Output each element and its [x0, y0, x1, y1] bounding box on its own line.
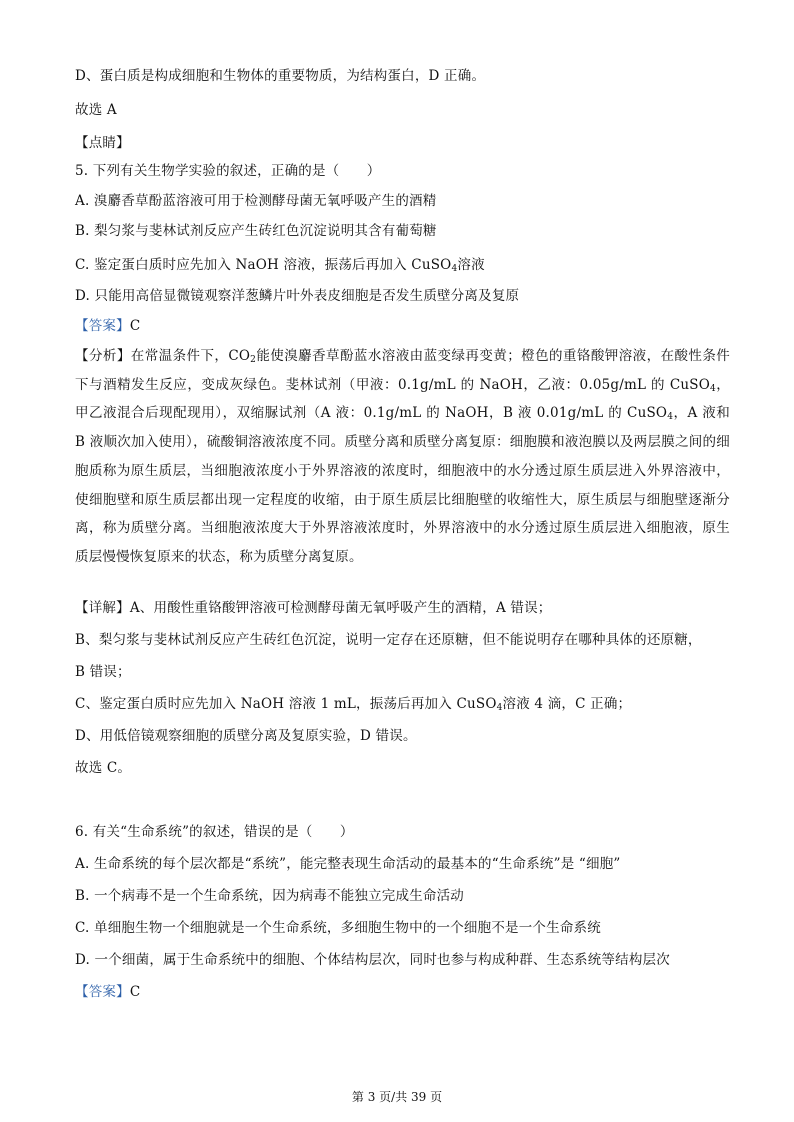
question-5-option-c: C. 鉴定蛋白质时应先加入 NaOH 溶液，振荡后再加入 CuSO$_4$溶液 [75, 257, 485, 274]
detail-line-a: 【详解】A、用酸性重铬酸钾溶液可检测酵母菌无氧呼吸产生的酒精，A 错误； [75, 600, 552, 616]
question-6-option-c: C. 单细胞生物一个细胞就是一个生命系统，多细胞生物中的一个细胞不是一个生命系统 [75, 920, 601, 936]
question-5-answer: 【答案】C [75, 318, 141, 334]
detail-line-b: B、梨匀浆与斐林试剂反应产生砖红色沉淀，说明一定存在还原糖，但不能说明存在哪种具体的还原糖， [75, 632, 702, 648]
detail-line-d: D、用低倍镜观察细胞的质壁分离及复原实验，D 错误。 [75, 728, 417, 744]
question-6-answer: 【答案】C [75, 984, 141, 1000]
page-footer: 第 3 页/共 39 页 [351, 1090, 443, 1104]
section-label-dianjing: 【点睛】 [75, 135, 130, 151]
detail-label: 【详解】 [75, 600, 130, 616]
question-5-option-b: B. 梨匀浆与斐林试剂反应产生砖红色沉淀说明其含有葡萄糖 [75, 223, 437, 239]
text-line: 故选 A [75, 102, 117, 118]
question-6-option-d: D. 一个细菌，属于生命系统中的细胞、个体结构层次，同时也参与构成种群、生态系统等结构层次 [75, 952, 670, 968]
answer-label: 【答案】 [75, 984, 130, 1000]
question-6-stem: 6. 有关“生命系统”的叙述，错误的是（ ） [75, 824, 354, 840]
analysis-paragraph: 【分析】在常温条件下，$CO_2$能使溴麝香草酚蓝水溶液由蓝变绿再变黄；橙色的重铬酸钾溶液，在酸性条件下与酒精发生反应，变成灰绿色。斐林试剂（甲液：0.1g/mL 的 NaOH，乙液：0.05g/mL 的 CuSO$_4$，甲乙液混合后现配现用），双缩脲试剂（A 液：0.1g/mL 的 NaOH，B 液 0.01g/mL 的 CuSO$_4$，A 液和 B 液顺次加入使用），硫酸铜溶液浓度不同。质壁分离和质壁分离复原：细胞膜和液泡膜以及两层膜之间的细胞质称为原生质层，当细胞液浓度小于外界溶液的浓度时，细胞液中的水分透过原生质层进入外界溶液中，使细胞壁和原生质层都出现一定程度的收缩，由于原生质层比细胞壁的收缩性大，原生质层与细胞壁逐渐分离，称为质壁分离。当细胞液浓度大于外界溶液浓度时，外界溶液中的水分透过原生质层进入细胞液，原生质层慢慢恢复原来的状态，称为质壁分离复原。 [75, 348, 731, 565]
question-5-stem: 5. 下列有关生物学实验的叙述，正确的是（ ） [75, 163, 381, 179]
question-5-option-a: A. 溴麝香草酚蓝溶液可用于检测酵母菌无氧呼吸产生的酒精 [75, 193, 437, 209]
detail-line-b-cont: B 错误； [75, 664, 131, 680]
question-5-option-d: D. 只能用高倍显微镜观察洋葱鳞片叶外表皮细胞是否发生质壁分离及复原 [75, 288, 520, 304]
text-line: D、蛋白质是构成细胞和生物体的重要物质，为结构蛋白，D 正确。 [75, 68, 486, 84]
answer-label: 【答案】 [75, 318, 130, 334]
detail-conclusion: 故选 C。 [75, 760, 132, 776]
question-6-option-a: A. 生命系统的每个层次都是“系统”，能完整表现生命活动的最基本的“生命系统”是 “细胞” [75, 856, 621, 872]
question-6-option-b: B. 一个病毒不是一个生命系统，因为病毒不能独立完成生命活动 [75, 888, 465, 904]
analysis-label: 【分析】 [75, 348, 131, 364]
detail-line-c: C、鉴定蛋白质时应先加入 NaOH 溶液 1 mL，振荡后再加入 CuSO$_4$溶液 4 滴，C 正确； [75, 696, 632, 713]
